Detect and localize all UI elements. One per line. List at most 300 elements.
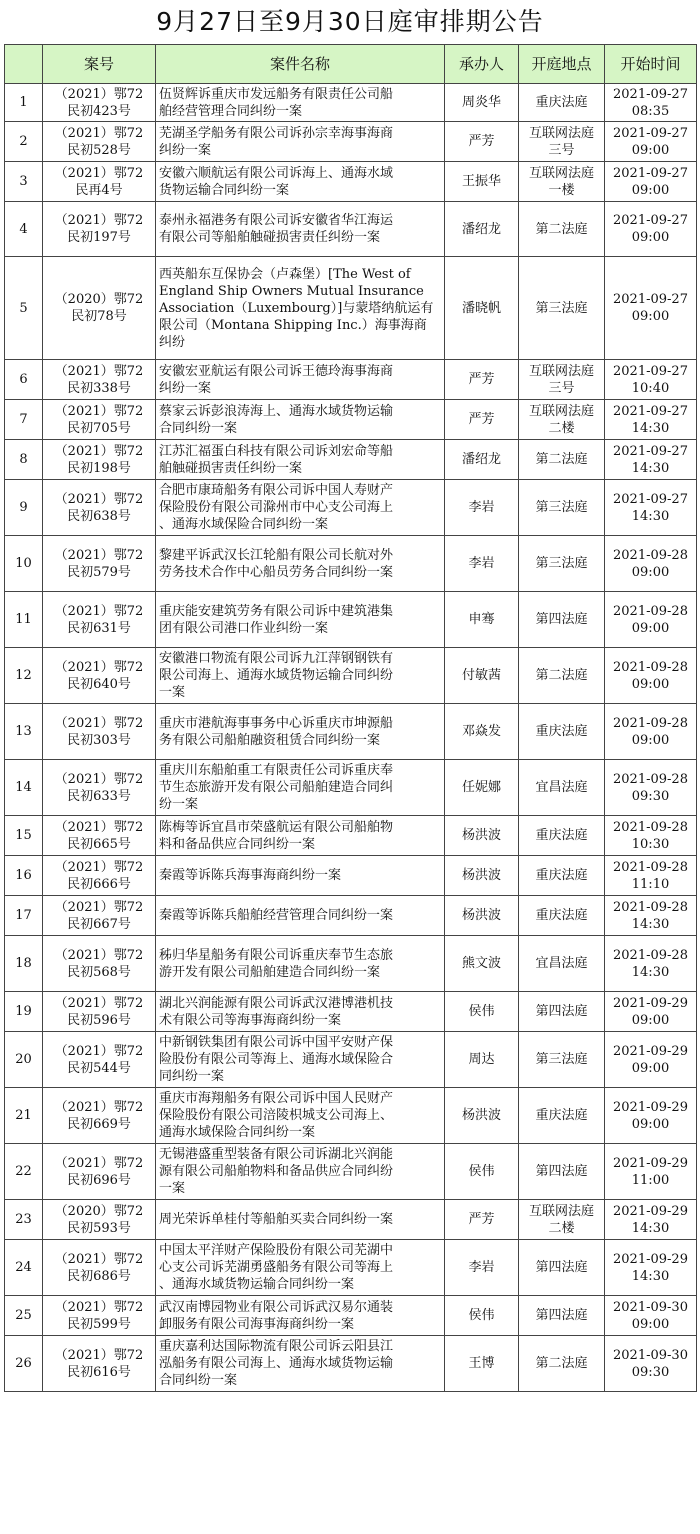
case-name-line: 、通海水域保险合同纠纷一案 (159, 517, 329, 532)
case-name-line: 同纠纷一案 (159, 1069, 225, 1084)
case-number (43, 122, 156, 162)
case-name-line: 团有限公司港口作业纠纷一案 (159, 620, 329, 636)
court-location-line: 第四法庭 (535, 1004, 588, 1019)
court-location (519, 1296, 605, 1336)
case-number-line: 民初640号 (67, 676, 131, 692)
row-index: 15 (5, 816, 43, 856)
case-number (43, 1032, 156, 1088)
court-location (519, 440, 605, 480)
start-time-line: 2021-09-27 (613, 443, 688, 459)
start-time (605, 1240, 697, 1296)
case-name (156, 896, 445, 936)
start-time-line: 2021-09-29 (613, 1155, 688, 1171)
judge-name-line: 王振华 (461, 174, 501, 189)
case-name-line: 中新钢铁集团有限公司诉中国平安财产保 (159, 1035, 394, 1050)
case-name (156, 1200, 445, 1240)
start-time-line: 2021-09-28 (613, 603, 688, 619)
start-time-line: 09:30 (631, 788, 670, 804)
case-name (156, 760, 445, 816)
court-location (519, 400, 605, 440)
row-index: 9 (5, 480, 43, 536)
case-name (156, 480, 445, 536)
start-time (605, 936, 697, 992)
case-name-line: 安徽宏亚航运有限公司诉王德玲海事海商 (159, 363, 394, 379)
court-location (519, 1088, 605, 1144)
case-number-line: 民初544号 (67, 1060, 131, 1076)
case-number (43, 162, 156, 202)
case-number-line: （2021）鄂72 (54, 659, 144, 675)
start-time-line: 09:30 (631, 1364, 670, 1380)
row-index: 2 (5, 122, 43, 162)
table-row (5, 84, 697, 122)
judge-name-line: 申骞 (468, 612, 495, 627)
case-name-line: 无锡港盛重型装备有限公司诉湖北兴润能 (159, 1147, 394, 1162)
start-time-line: 2021-09-29 (613, 1043, 688, 1059)
court-location-line: 第四法庭 (535, 612, 588, 627)
row-index: 22 (5, 1144, 43, 1200)
court-location-line: 互联网法庭 (528, 363, 594, 379)
court-location-line: 宜昌法庭 (535, 956, 588, 971)
start-time (605, 84, 697, 122)
start-time-line: 2021-09-28 (613, 715, 688, 731)
case-number-line: 民初638号 (67, 508, 131, 524)
court-location-line: 三号 (548, 142, 575, 158)
case-name (156, 648, 445, 704)
start-time-line: 14:30 (631, 916, 670, 932)
court-location-line: 第四法庭 (535, 1308, 588, 1323)
case-name (156, 360, 445, 400)
start-time (605, 856, 697, 896)
case-name-line: 江苏汇福蛋白科技有限公司诉刘宏命等船 (159, 443, 394, 459)
court-location-line: 重庆法庭 (535, 908, 588, 923)
row-index: 7 (5, 400, 43, 440)
judge-name-line: 邓焱发 (461, 724, 501, 739)
start-time-line: 14:30 (631, 964, 670, 980)
table-row (5, 1088, 697, 1144)
case-number (43, 648, 156, 704)
start-time-line: 11:10 (631, 876, 670, 892)
case-name-line: 保险股份有限公司滁州市中心支公司海上 (159, 500, 394, 515)
case-name (156, 84, 445, 122)
case-name-line: England Ship Owners Mutual Insurance (159, 283, 424, 299)
court-location-line: 重庆法庭 (535, 1108, 588, 1123)
start-time-line: 09:00 (631, 732, 670, 748)
header-start-time: 开始时间 (605, 45, 697, 84)
case-name-line: 武汉南博园物业有限公司诉武汉易尔通装 (159, 1299, 394, 1315)
judge-name (445, 1032, 519, 1088)
start-time-line: 10:40 (631, 380, 670, 396)
table-row (5, 760, 697, 816)
court-location-line: 第二法庭 (535, 452, 588, 467)
case-name-line: Association（Luxembourg）]与蒙塔纳航运有 (159, 300, 434, 316)
court-location (519, 856, 605, 896)
case-name-line: 周光荣诉单桂付等船舶买卖合同纠纷一案 (159, 1212, 394, 1227)
court-location (519, 84, 605, 122)
case-number-line: （2021）鄂72 (54, 947, 144, 963)
case-number (43, 1200, 156, 1240)
case-number-line: 民初631号 (67, 620, 131, 636)
case-name-line: 纠纷一案 (159, 142, 212, 158)
start-time-line: 2021-09-29 (613, 1099, 688, 1115)
case-number-line: （2021）鄂72 (54, 125, 144, 141)
case-name-line: 西英船东互保协会（卢森堡）[The West of (159, 266, 411, 282)
case-number-line: 民初599号 (67, 1316, 131, 1332)
case-name-line: 重庆嘉利达国际物流有限公司诉云阳县江 (159, 1339, 394, 1354)
start-time (605, 480, 697, 536)
case-number-line: （2021）鄂72 (54, 443, 144, 459)
case-number-line: 民初78号 (71, 309, 127, 324)
judge-name (445, 440, 519, 480)
court-location-line: 互联网法庭 (528, 165, 594, 181)
start-time (605, 202, 697, 257)
case-number-line: （2021）鄂72 (54, 363, 144, 379)
start-time-line: 2021-09-30 (613, 1347, 688, 1363)
case-number (43, 896, 156, 936)
start-time-line: 14:30 (631, 420, 670, 436)
judge-name (445, 760, 519, 816)
case-name-line: 合肥市康琦船务有限公司诉中国人寿财产 (159, 483, 394, 498)
court-location-line: 第三法庭 (535, 1052, 588, 1067)
judge-name-line: 王博 (468, 1356, 495, 1371)
case-number-line: 民初633号 (67, 788, 131, 804)
case-name (156, 992, 445, 1032)
start-time-line: 08:35 (631, 103, 670, 119)
table-row (5, 992, 697, 1032)
judge-name-line: 侯伟 (468, 1004, 495, 1019)
judge-name-line: 严芳 (468, 412, 495, 427)
case-name (156, 1336, 445, 1392)
start-time-line: 09:00 (631, 1012, 670, 1028)
case-number-line: 民初666号 (67, 876, 131, 892)
court-location (519, 648, 605, 704)
start-time-line: 2021-09-28 (613, 659, 688, 675)
case-name (156, 400, 445, 440)
judge-name (445, 896, 519, 936)
case-number-line: （2021）鄂72 (54, 859, 144, 875)
start-time (605, 992, 697, 1032)
court-location (519, 536, 605, 592)
header-case-number: 案号 (43, 45, 156, 84)
court-location (519, 480, 605, 536)
judge-name (445, 202, 519, 257)
start-time-line: 2021-09-27 (613, 213, 688, 228)
case-name-line: 合同纠纷一案 (159, 1373, 238, 1388)
case-number (43, 1144, 156, 1200)
case-name-line: 秦霞等诉陈兵海事海商纠纷一案 (159, 868, 342, 883)
start-time-line: 2021-09-27 (613, 86, 688, 102)
case-name (156, 257, 445, 360)
start-time-line: 14:30 (631, 508, 670, 524)
start-time-line: 2021-09-27 (613, 403, 688, 419)
court-location (519, 816, 605, 856)
start-time-line: 2021-09-29 (613, 1251, 688, 1267)
case-name-line: 重庆川东船舶重工有限责任公司诉重庆奉 (159, 763, 394, 778)
case-number-line: 民初696号 (67, 1172, 131, 1188)
table-header-row (5, 45, 697, 84)
case-number-line: （2021）鄂72 (54, 86, 144, 102)
case-name-line: 重庆市海翔船务有限公司诉中国人民财产 (159, 1091, 394, 1106)
case-name (156, 816, 445, 856)
court-location-line: 重庆法庭 (535, 828, 588, 843)
case-name-line: 货物运输合同纠纷一案 (159, 182, 290, 198)
case-name-line: 务有限公司船舶融资租赁合同纠纷一案 (159, 732, 381, 748)
case-name-line: 舶触碰损害责任纠纷一案 (159, 460, 303, 476)
case-name-line: 一案 (159, 685, 186, 700)
case-number (43, 360, 156, 400)
row-index: 14 (5, 760, 43, 816)
start-time (605, 816, 697, 856)
judge-name-line: 杨洪波 (461, 908, 501, 923)
case-name-line: 劳务技术合作中心船员劳务合同纠纷一案 (159, 564, 394, 580)
case-number-line: 民初593号 (67, 1220, 131, 1236)
case-number-line: （2021）鄂72 (54, 1251, 144, 1267)
start-time (605, 1200, 697, 1240)
judge-name (445, 1240, 519, 1296)
case-name-line: 保险股份有限公司涪陵枳城支公司海上、 (159, 1108, 394, 1123)
judge-name-line: 严芳 (468, 134, 495, 149)
case-name-line: 芜湖圣学船务有限公司诉孙宗幸海事海商 (159, 125, 394, 141)
case-name-line: 伍贤辉诉重庆市发远船务有限责任公司船 (159, 86, 394, 102)
start-time-line: 14:30 (631, 1268, 670, 1284)
judge-name-line: 熊文波 (461, 956, 501, 971)
start-time (605, 1296, 697, 1336)
start-time-line: 11:00 (631, 1172, 670, 1188)
case-name-line: 安徽港口物流有限公司诉九江萍钢钢铁有 (159, 651, 394, 666)
judge-name-line: 杨洪波 (461, 868, 501, 883)
judge-name-line: 杨洪波 (461, 1108, 501, 1123)
judge-name (445, 992, 519, 1032)
case-number-line: （2021）鄂72 (54, 213, 144, 228)
row-index: 8 (5, 440, 43, 480)
case-name-line: 合同纠纷一案 (159, 420, 238, 436)
case-number (43, 592, 156, 648)
start-time (605, 1336, 697, 1392)
case-name-line: 纷一案 (159, 797, 199, 812)
case-number-line: （2020）鄂72 (54, 1203, 144, 1219)
case-name (156, 122, 445, 162)
case-number (43, 936, 156, 992)
start-time-line: 2021-09-29 (613, 995, 688, 1011)
table-row (5, 648, 697, 704)
judge-name-line: 任妮娜 (461, 780, 501, 795)
case-number-line: 民初303号 (67, 732, 131, 748)
judge-name (445, 536, 519, 592)
case-number-line: 民初197号 (67, 230, 131, 245)
table-row (5, 360, 697, 400)
court-location (519, 202, 605, 257)
case-number (43, 1336, 156, 1392)
judge-name-line: 潘绍龙 (461, 221, 501, 237)
start-time-line: 09:00 (631, 1116, 670, 1132)
start-time-line: 2021-09-28 (613, 947, 688, 963)
case-number (43, 202, 156, 257)
judge-name-line: 潘晓帆 (461, 300, 501, 316)
case-number (43, 856, 156, 896)
row-index: 6 (5, 360, 43, 400)
case-name-line: 心支公司诉芜湖勇盛船务有限公司等海上 (159, 1260, 394, 1275)
judge-name (445, 84, 519, 122)
court-location (519, 1336, 605, 1392)
case-name-line: 湖北兴润能源有限公司诉武汉港博港机技 (159, 995, 394, 1011)
judge-name (445, 1336, 519, 1392)
case-name-line: 舶经营管理合同纠纷一案 (159, 103, 303, 119)
judge-name (445, 936, 519, 992)
row-index: 4 (5, 202, 43, 257)
court-location (519, 257, 605, 360)
start-time-line: 10:30 (631, 836, 670, 852)
header-location: 开庭地点 (519, 45, 605, 84)
table-row (5, 1032, 697, 1088)
start-time-line: 09:00 (631, 182, 670, 198)
case-number-line: 民初616号 (67, 1364, 131, 1380)
case-name (156, 162, 445, 202)
start-time (605, 162, 697, 202)
court-location-line: 第二法庭 (535, 221, 588, 237)
judge-name-line: 李岩 (468, 1260, 495, 1275)
start-time (605, 760, 697, 816)
court-location-line: 第三法庭 (535, 300, 588, 316)
table-row (5, 896, 697, 936)
case-name-line: 重庆能安建筑劳务有限公司诉中建筑港集 (159, 603, 394, 619)
judge-name (445, 257, 519, 360)
court-location (519, 936, 605, 992)
case-number-line: （2021）鄂72 (54, 1043, 144, 1059)
court-location-line: 第三法庭 (535, 500, 588, 515)
case-name (156, 440, 445, 480)
case-number (43, 816, 156, 856)
court-location-line: 重庆法庭 (535, 95, 588, 110)
start-time-line: 2021-09-27 (613, 491, 688, 507)
case-number-line: （2021）鄂72 (54, 1347, 144, 1363)
table-row (5, 1296, 697, 1336)
case-number-line: （2021）鄂72 (54, 1099, 144, 1115)
court-location (519, 1032, 605, 1088)
case-number (43, 760, 156, 816)
court-location (519, 360, 605, 400)
judge-name-line: 杨洪波 (461, 828, 501, 843)
case-name-line: 中国太平洋财产保险股份有限公司芜湖中 (159, 1243, 394, 1258)
judge-name-line: 李岩 (468, 500, 495, 515)
case-number (43, 1088, 156, 1144)
court-location (519, 760, 605, 816)
court-location-line: 二楼 (548, 1220, 575, 1236)
table-row (5, 480, 697, 536)
case-name (156, 1296, 445, 1336)
start-time-line: 2021-09-27 (613, 165, 688, 181)
judge-name (445, 122, 519, 162)
start-time (605, 592, 697, 648)
judge-name-line: 严芳 (468, 1212, 495, 1227)
court-location-line: 第二法庭 (535, 668, 588, 683)
court-location-line: 互联网法庭 (528, 125, 594, 141)
start-time-line: 09:00 (631, 142, 670, 158)
case-number-line: （2021）鄂72 (54, 603, 144, 619)
case-number (43, 1240, 156, 1296)
court-location-line: 第四法庭 (535, 1164, 588, 1179)
table-row (5, 704, 697, 760)
case-name-line: 一案 (159, 1181, 186, 1196)
case-name-line: 游开发有限公司船舶建造合同纠纷一案 (159, 964, 381, 980)
start-time-line: 2021-09-28 (613, 819, 688, 835)
court-location (519, 1200, 605, 1240)
header-judge: 承办人 (445, 45, 519, 84)
row-index: 16 (5, 856, 43, 896)
case-number-line: 民初528号 (67, 142, 131, 158)
row-index: 21 (5, 1088, 43, 1144)
row-index: 19 (5, 992, 43, 1032)
row-index: 17 (5, 896, 43, 936)
judge-name (445, 1200, 519, 1240)
court-location-line: 二楼 (548, 420, 575, 436)
start-time (605, 1032, 697, 1088)
court-location-line: 重庆法庭 (535, 868, 588, 883)
case-number-line: （2021）鄂72 (54, 995, 144, 1011)
case-number-line: （2021）鄂72 (54, 1299, 144, 1315)
table-row (5, 1200, 697, 1240)
case-number (43, 84, 156, 122)
start-time-line: 2021-09-28 (613, 899, 688, 915)
case-name-line: 黎建平诉武汉长江轮船有限公司长航对外 (159, 547, 394, 563)
case-number-line: 民初423号 (67, 103, 131, 119)
row-index: 23 (5, 1200, 43, 1240)
header-index (5, 45, 43, 84)
judge-name (445, 1144, 519, 1200)
start-time-line: 14:30 (631, 460, 670, 476)
case-name-line: 纠纷 (159, 334, 186, 350)
case-number-line: （2021）鄂72 (54, 715, 144, 731)
judge-name-line: 侯伟 (468, 1164, 495, 1179)
case-name-line: 重庆市港航海事事务中心诉重庆市坤源船 (159, 715, 394, 731)
case-name (156, 704, 445, 760)
row-index: 26 (5, 1336, 43, 1392)
case-number-line: 民初579号 (67, 564, 131, 580)
case-name (156, 1088, 445, 1144)
table-row (5, 400, 697, 440)
court-location-line: 互联网法庭 (528, 403, 594, 419)
case-name (156, 1144, 445, 1200)
case-name (156, 536, 445, 592)
case-name-line: 秭归华星船务有限公司诉重庆奉节生态旅 (159, 947, 394, 963)
row-index: 10 (5, 536, 43, 592)
case-number-line: （2021）鄂72 (54, 547, 144, 563)
case-number-line: 民再4号 (75, 182, 123, 198)
judge-name (445, 592, 519, 648)
case-number-line: （2021）鄂72 (54, 771, 144, 787)
judge-name (445, 360, 519, 400)
case-name-line: 险股份有限公司等海上、通海水域保险合 (159, 1052, 394, 1067)
case-number-line: （2021）鄂72 (54, 899, 144, 915)
row-index: 24 (5, 1240, 43, 1296)
start-time (605, 122, 697, 162)
row-index: 5 (5, 257, 43, 360)
start-time (605, 536, 697, 592)
case-number-line: （2020）鄂72 (54, 292, 144, 307)
table-row (5, 592, 697, 648)
start-time-line: 2021-09-28 (613, 771, 688, 787)
case-number (43, 480, 156, 536)
case-name-line: 限公司（Montana Shipping Inc.）海事海商 (159, 317, 427, 333)
row-index: 3 (5, 162, 43, 202)
row-index: 11 (5, 592, 43, 648)
judge-name (445, 648, 519, 704)
table-row (5, 816, 697, 856)
start-time-line: 2021-09-27 (613, 125, 688, 141)
case-name-line: 源有限公司船舶物料和备品供应合同纠纷 (159, 1164, 394, 1179)
case-number-line: （2021）鄂72 (54, 403, 144, 419)
table-row (5, 122, 697, 162)
case-name-line: 通海水域保险合同纠纷一案 (159, 1125, 316, 1140)
start-time (605, 440, 697, 480)
